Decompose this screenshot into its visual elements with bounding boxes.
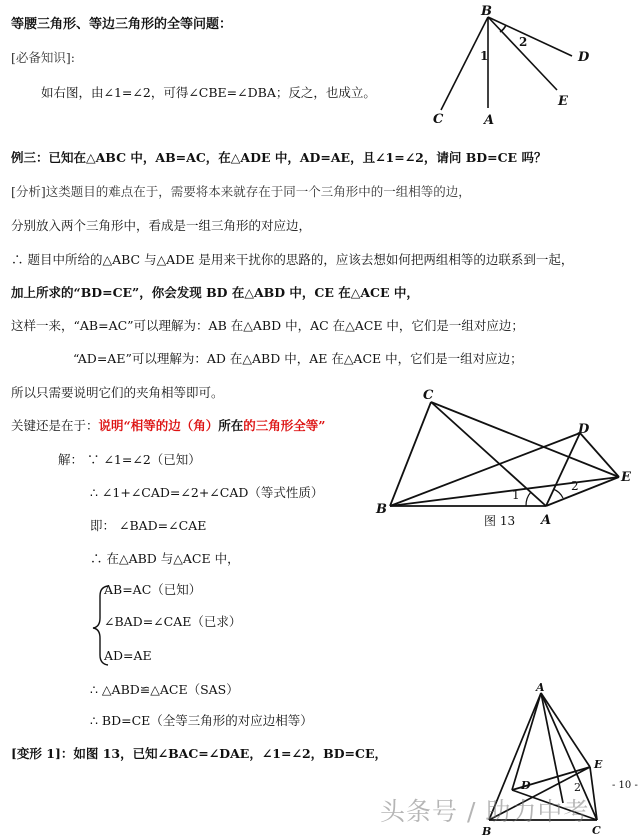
solution-step-3: 即： ∠BAD=∠CAE: [90, 518, 207, 533]
knowledge-text: 如右图，由∠1=∠2，可得∠CBE=∠DBA；反之，也成立。: [41, 85, 376, 100]
solution-step-2: ∴ ∠1+∠CAD=∠2+∠CAD（等式性质）: [90, 485, 324, 500]
fig1-angle-1: 1: [480, 49, 489, 63]
fig3-line-ad: [512, 693, 541, 790]
analysis-line-7: 所以只需要说明它们的夹角相等即可。: [11, 385, 224, 400]
brace-line-2: ∠BAD=∠CAE（已求）: [104, 614, 242, 629]
fig2-angle-1: 1: [512, 488, 520, 502]
fig1-label-a: A: [484, 113, 495, 128]
example-title: 例三：已知在△ABC 中，AB=AC，在△ADE 中，AD=AE，且∠1=∠2，请问 BD=CE 吗？: [11, 150, 547, 165]
knowledge-heading: [必备知识]:: [11, 50, 75, 65]
page-title: 等腰三角形、等边三角形的全等问题：: [11, 17, 233, 32]
key-red-1: 说明“相等的边（角）: [98, 418, 219, 433]
page-number: - 10 -: [612, 780, 638, 791]
solution-step-1: 解： ∵ ∠1=∠2（已知）: [58, 452, 201, 467]
fig1-label-d: D: [578, 50, 590, 65]
fig3-label-a: A: [536, 681, 545, 694]
analysis-line-6: “AD=AE”可以理解为：AD 在△ABD 中，AE 在△ACE 中，它们是一组对应边；: [73, 351, 523, 366]
solution-step-5: ∴ △ABD≌△ACE（SAS）: [90, 682, 239, 697]
fig2-label-d: D: [578, 422, 590, 437]
fig3-label-b: B: [482, 825, 492, 837]
watermark: 头条号 / 助力中考: [380, 797, 590, 826]
key-prefix: 关键还是在于：: [11, 418, 99, 433]
fig2-label-c: C: [423, 388, 434, 403]
fig2-angle-2: 2: [571, 479, 579, 493]
fig3-label-e: E: [594, 758, 603, 771]
key-red-2: 的三角形全等”: [243, 418, 326, 433]
fig2-label-b: B: [376, 502, 387, 517]
fig3-label-d: D: [521, 779, 531, 792]
fig1-label-e: E: [558, 94, 568, 109]
fig1-label-c: C: [433, 112, 444, 127]
analysis-line-4: 加上所求的“BD=CE”，你会发现 BD 在△ABD 中，CE 在△ACE 中，: [11, 285, 419, 300]
fig1-label-b: B: [481, 4, 492, 19]
fig2-label-a: A: [541, 513, 552, 528]
analysis-line-3: ∴ 题目中所给的△ABC 与△ADE 是用来干扰你的思路的，应该去想如何把两组相等的边联系到一起，: [11, 252, 574, 267]
fig2-caption: 图 13: [484, 514, 516, 528]
fig3-angle-2: 2: [574, 781, 581, 794]
analysis-line-2: 分别放入两个三角形中，看成是一组三角形的对应边，: [11, 218, 312, 233]
key-mid: 所在: [218, 418, 244, 433]
fig3-label-c: C: [592, 824, 601, 837]
fig1-angle-2: 2: [519, 35, 528, 49]
analysis-line-5: 这样一来，“AB=AC”可以理解为：AB 在△ABD 中，AC 在△ACE 中，它们是一组对应边；: [11, 318, 524, 333]
analysis-line-1: [分析]这类题目的难点在于，需要将本来就存在于同一个三角形中的一组相等的边，: [11, 184, 471, 199]
brace-line-1: AB=AC（已知）: [104, 582, 202, 597]
solution-step-4: ∴ 在△ABD 与△ACE 中，: [90, 551, 240, 566]
brace-line-3: AD=AE: [104, 648, 152, 663]
fig2-label-e: E: [621, 470, 631, 485]
solution-step-6: ∴ BD=CE（全等三角形的对应边相等）: [90, 713, 313, 728]
variant-heading: [变形 1]：如图 13，已知∠BAC=∠DAE，∠1=∠2，BD=CE，: [11, 746, 387, 761]
